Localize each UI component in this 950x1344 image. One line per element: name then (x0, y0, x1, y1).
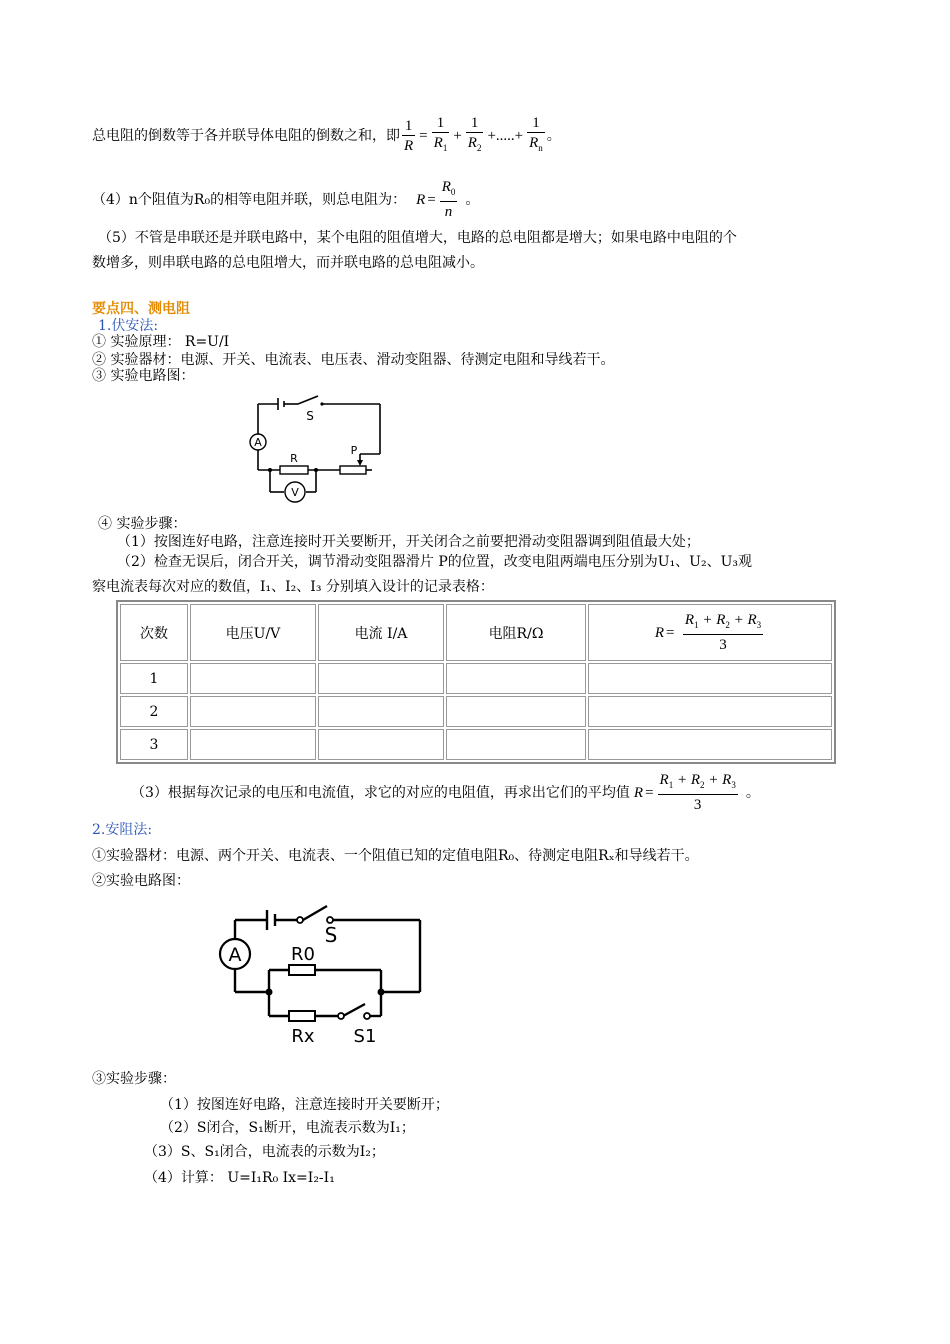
parallel-formula-line: 总电阻的倒数等于各并联导体电阻的倒数之和，即 $\frac{1}{R}$ = $\frac{1}{R_1}$ + $\frac{1}{R_2}$ +.....+ $\frac{1}{R_n}$ 。 (92, 108, 561, 164)
method-2-equipment: ①实验器材：电源、两个开关、电流表、一个阻值已知的定值电阻R₀、待测定电阻Rₓ和导线若干。 (92, 848, 699, 864)
table-header-row (120, 604, 832, 661)
method-2-title: 2.安阻法: (92, 822, 153, 838)
item-5-line-1: （5）不管是串联还是并联电路中，某个电阻的阻值增大，电路的总电阻都是增大；如果电路中电阻的个 (98, 230, 737, 246)
period: 。 (745, 785, 760, 801)
section-heading: 要点四、测电阻 (92, 301, 190, 317)
fraction-1-over-Rn: $\frac{1}{R_n}$ (529, 115, 543, 153)
steps-label: ④ 实验步骤： (98, 516, 187, 532)
principle-text: ① 实验原理： R=U/I (92, 334, 230, 350)
method-2-step-1: （1）按图连好电路，注意连接时开关要断开； (160, 1097, 449, 1113)
step-2-line-2: 察电流表每次对应的数值，I₁、I₂、I₃ 分别填入设计的记录表格： (92, 579, 494, 595)
header-resistance: 电阻R/Ω (446, 604, 586, 661)
circuit-label: ③ 实验电路图： (92, 368, 195, 384)
step-3-text: （3）根据每次记录的电压和电流值，求它的对应的电阻值，再求出它们的平均值 (131, 785, 630, 801)
item-5-line-2: 数增多，则串联电路的总电阻增大，而并联电路的总电阻减小。 (92, 255, 484, 271)
row-number: 3 (120, 729, 188, 760)
step-3-line: （3）根据每次记录的电压和电流值，求它的对应的电阻值，再求出它们的平均值 R = $\frac{R_1 + R_2 + R_3}{3}$ 。 (131, 772, 760, 813)
cell (588, 663, 832, 694)
item-4-text: （4）n个阻值为R₀的相等电阻并联，则总电阻为： (92, 192, 407, 208)
cell (588, 696, 832, 727)
ammeter-label: A (254, 436, 262, 449)
cell (588, 729, 832, 760)
row-number: 1 (120, 663, 188, 694)
s1-label: S1 (353, 1026, 377, 1047)
slider-label: P (350, 444, 358, 457)
switch-label: S (306, 409, 314, 423)
header-count: 次数 (120, 604, 188, 661)
step-2-line-1: （2）检查无误后，闭合开关，调节滑动变阻器滑片 P的位置，改变电阻两端电压分别为U₁、U₂、U₃观 (117, 554, 753, 570)
table-row (120, 696, 832, 727)
step-1-text: （1）按图连好电路，注意连接时开关要断开，开关闭合之前要把滑动变阻器调到阻值最大处； (117, 534, 700, 550)
cell (446, 729, 586, 760)
table-row (120, 729, 832, 760)
period: 。 (546, 128, 561, 144)
header-voltage: 电压U/V (190, 604, 316, 661)
method-2-step-3: （3）S、S₁闭合，电流表的示数为I₂； (144, 1144, 385, 1160)
cell (190, 696, 316, 727)
resistor-label: R (290, 452, 298, 465)
cell (318, 729, 444, 760)
switch-label-2: S (324, 923, 338, 947)
row-number: 2 (120, 696, 188, 727)
fraction-1-over-R1: $\frac{1}{R_1}$ (433, 115, 448, 153)
method-2-step-2: （2）S闭合，S₁断开，电流表示数为I₁； (160, 1120, 415, 1136)
cell (446, 663, 586, 694)
table-row (120, 663, 832, 694)
fraction-R0-over-n: $\frac{R_0}{n}$ (441, 179, 456, 220)
method-2-step-4: （4）计算： U=I₁R₀ Ix=I₂-I₁ (144, 1170, 335, 1186)
circuit-diagram-voltammetry (240, 392, 390, 508)
period: 。 (465, 192, 480, 208)
rx-label: Rx (291, 1026, 315, 1047)
circuit-diagram-ammeter-resistor (215, 898, 430, 1048)
parallel-total-text: 总电阻的倒数等于各并联导体电阻的倒数之和，即 (92, 128, 400, 144)
cell (318, 663, 444, 694)
method-2-steps-label: ③实验步骤： (92, 1071, 176, 1087)
method-1-title: 1.伏安法: (98, 318, 159, 334)
header-average-formula: R = $\frac{R_1 + R_2 + R_3}{3}$ (588, 604, 832, 661)
cell (190, 663, 316, 694)
fraction-1-over-R: $\frac{1}{R}$ (404, 117, 414, 154)
equipment-text: ② 实验器材：电源、开关、电流表、电压表、滑动变阻器、待测定电阻和导线若干。 (92, 352, 615, 368)
header-current: 电流 I/A (318, 604, 444, 661)
cell (446, 696, 586, 727)
fraction-1-over-R2: $\frac{1}{R_2}$ (467, 115, 482, 153)
method-2-circuit-label: ②实验电路图： (92, 873, 190, 889)
voltmeter-label: V (291, 486, 299, 499)
r0-label: R0 (291, 944, 315, 965)
item-4-line: （4）n个阻值为R₀的相等电阻并联，则总电阻为： R = $\frac{R_0}{n}$ 。 (92, 179, 480, 220)
average-formula: $\frac{R_1 + R_2 + R_3}{3}$ (659, 772, 736, 813)
cell (190, 729, 316, 760)
record-table (116, 600, 836, 764)
ammeter-label-2: A (228, 944, 242, 966)
cell (318, 696, 444, 727)
